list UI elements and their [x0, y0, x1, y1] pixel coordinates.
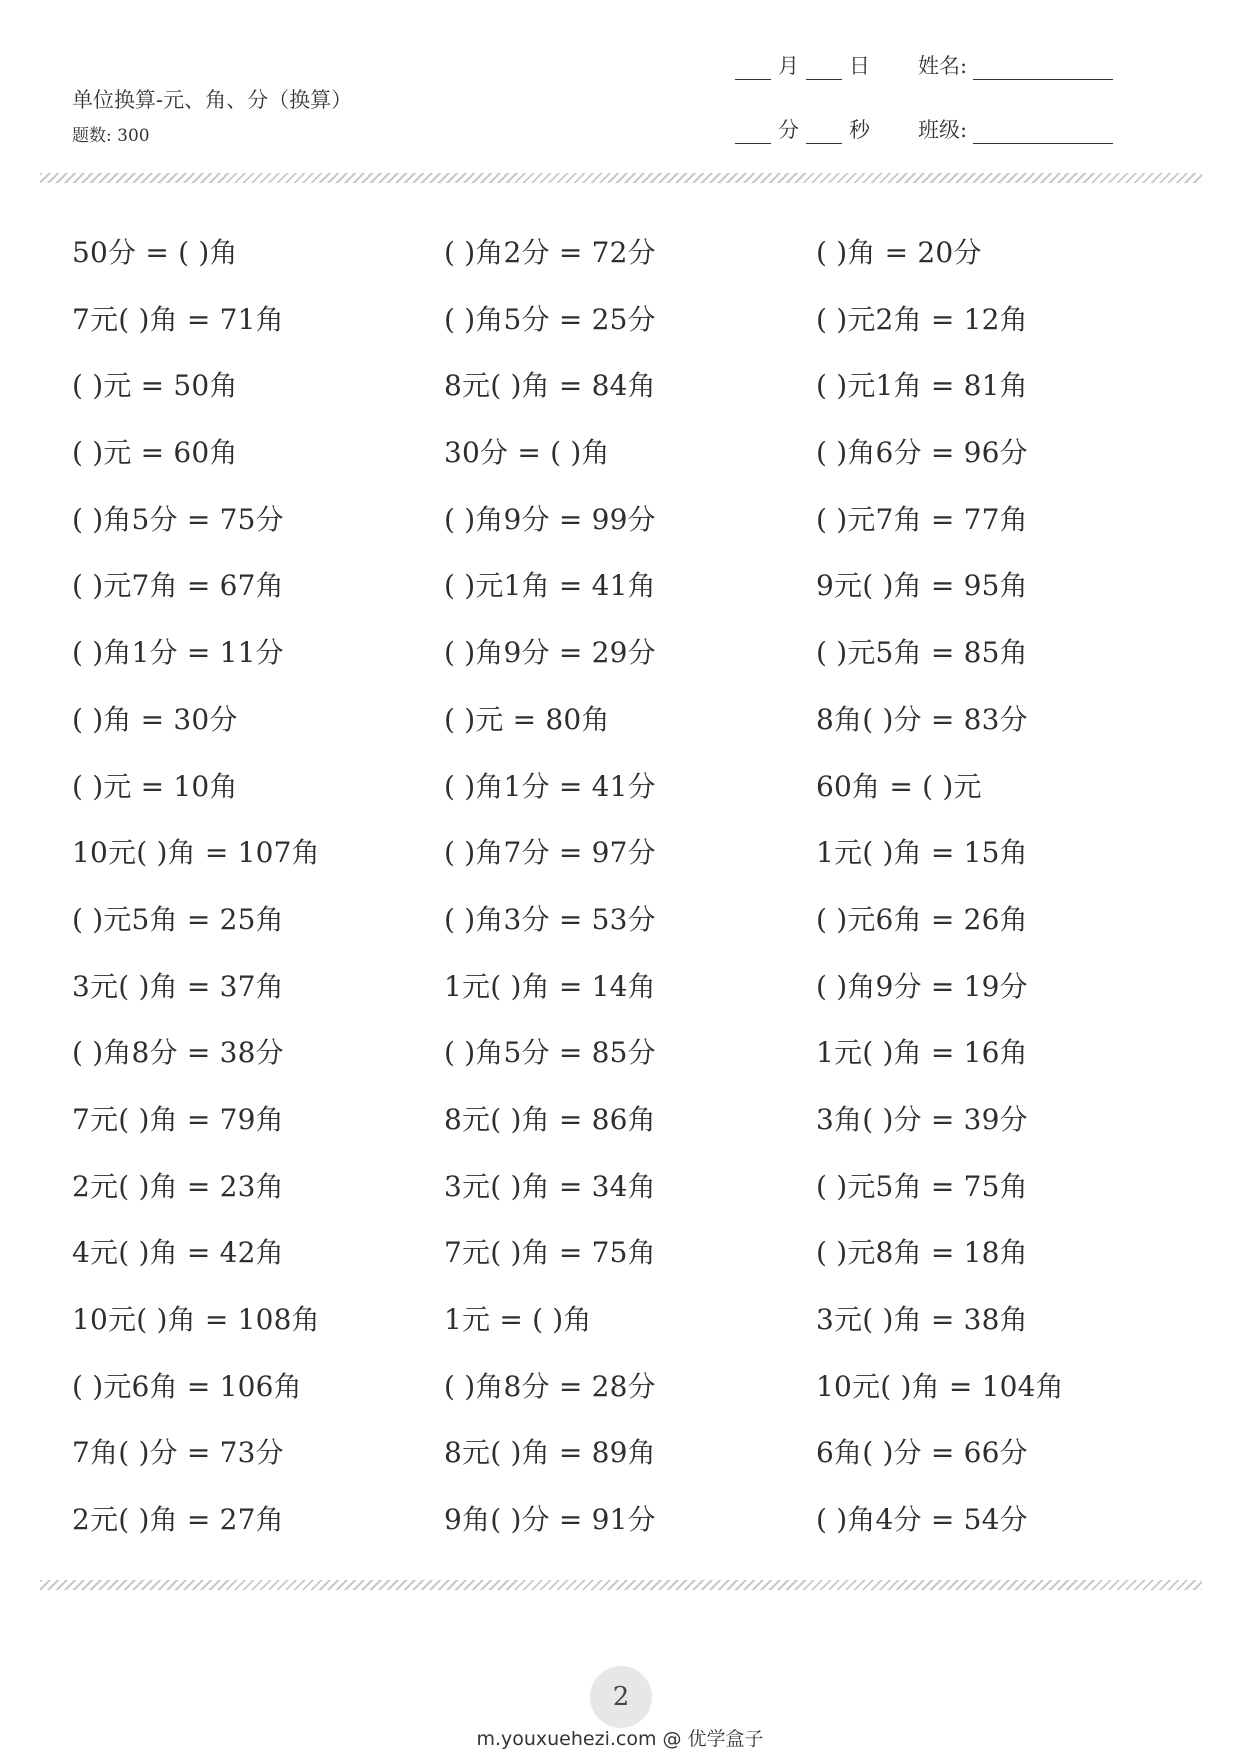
problem-item: ( )元8角 = 18角	[816, 1236, 1028, 1270]
problem-item: ( )元 = 10角	[72, 769, 238, 803]
problem-item: ( )元7角 = 77角	[816, 502, 1028, 536]
problem-grid	[72, 236, 1172, 1570]
problem-item: 8角( )分 = 83分	[816, 702, 1028, 736]
problem-item: ( )元5角 = 25角	[72, 902, 284, 936]
problem-item: ( )角8分 = 38分	[72, 1036, 284, 1070]
problem-item: ( )角9分 = 99分	[444, 502, 656, 536]
page-number-badge	[590, 1666, 652, 1728]
problem-item: ( )元 = 80角	[444, 702, 610, 736]
problem-item: 8元( )角 = 84角	[444, 369, 656, 403]
second-blank[interactable]	[806, 123, 842, 144]
problem-item: ( )角5分 = 25分	[444, 302, 656, 336]
problem-item: 60角 = ( )元	[816, 769, 982, 803]
problem-item: ( )角8分 = 28分	[444, 1369, 656, 1403]
problem-item: ( )元2角 = 12角	[816, 302, 1028, 336]
problem-item: 9角( )分 = 91分	[444, 1503, 656, 1537]
problem-item: ( )角9分 = 29分	[444, 636, 656, 670]
problem-item: ( )角9分 = 19分	[816, 969, 1028, 1003]
problem-item: 3元( )角 = 38角	[816, 1303, 1028, 1336]
problem-item: ( )角6分 = 96分	[816, 436, 1028, 470]
problem-item: ( )元1角 = 81角	[816, 369, 1028, 403]
problem-item: 8元( )角 = 89角	[444, 1436, 656, 1470]
problem-item: 1元( )角 = 16角	[816, 1036, 1028, 1070]
problem-item: ( )角1分 = 11分	[72, 636, 284, 670]
problem-item: ( )角1分 = 41分	[444, 769, 656, 803]
problem-item: 6角( )分 = 66分	[816, 1436, 1028, 1470]
problem-item: 3角( )分 = 39分	[816, 1102, 1028, 1136]
problem-item: ( )元 = 60角	[72, 436, 238, 470]
problem-item: 10元( )角 = 107角	[72, 836, 320, 870]
problem-item: 2元( )角 = 27角	[72, 1503, 284, 1537]
problem-item: 7元( )角 = 75角	[444, 1236, 656, 1270]
problem-item: 3元( )角 = 37角	[72, 969, 284, 1003]
bottom-divider	[40, 1580, 1202, 1590]
problem-item: ( )角3分 = 53分	[444, 902, 656, 936]
problem-item: ( )角4分 = 54分	[816, 1503, 1028, 1537]
problem-item: 7角( )分 = 73分	[72, 1436, 284, 1470]
problem-item: ( )角 = 20分	[816, 236, 982, 269]
problem-item: ( )角5分 = 85分	[444, 1036, 656, 1070]
day-blank[interactable]	[806, 59, 842, 80]
problem-item: ( )角5分 = 75分	[72, 502, 284, 536]
problem-item: ( )元5角 = 85角	[816, 636, 1028, 670]
problem-count: 题数: 300	[72, 126, 150, 146]
problem-item: ( )元 = 50角	[72, 369, 238, 403]
problem-item: ( )角2分 = 72分	[444, 236, 656, 269]
problem-item: ( )元6角 = 106角	[72, 1369, 302, 1403]
class-label: 班级:	[918, 118, 968, 142]
name-blank[interactable]	[973, 59, 1113, 80]
problem-item: 9元( )角 = 95角	[816, 569, 1028, 603]
problem-item: 8元( )角 = 86角	[444, 1102, 656, 1136]
problem-item: 3元( )角 = 34角	[444, 1169, 656, 1203]
page-number: 2	[612, 1682, 630, 1712]
problem-item: 30分 = ( )角	[444, 436, 610, 470]
minute-label: 分	[778, 118, 799, 142]
minute-blank[interactable]	[735, 123, 771, 144]
problem-item: 7元( )角 = 79角	[72, 1102, 284, 1136]
problem-item: 7元( )角 = 71角	[72, 302, 284, 336]
footer-brand: m.youxuehezi.com @ 优学盒子	[476, 1728, 764, 1750]
problem-item: ( )元6角 = 26角	[816, 902, 1028, 936]
problem-item: 2元( )角 = 23角	[72, 1169, 284, 1203]
worksheet-title: 单位换算-元、角、分（换算）	[72, 88, 353, 112]
problem-item: 1元 = ( )角	[444, 1303, 592, 1336]
problem-item: 4元( )角 = 42角	[72, 1236, 284, 1270]
date-name-row	[728, 50, 1120, 80]
problem-item: ( )角7分 = 97分	[444, 836, 656, 870]
problem-item: ( )元5角 = 75角	[816, 1169, 1028, 1203]
problem-item: ( )角 = 30分	[72, 702, 238, 736]
problem-item: 1元( )角 = 15角	[816, 836, 1028, 870]
problem-item: 10元( )角 = 104角	[816, 1369, 1064, 1403]
month-label: 月	[778, 54, 799, 78]
problem-item: ( )元1角 = 41角	[444, 569, 656, 603]
name-label: 姓名:	[918, 54, 968, 78]
day-label: 日	[849, 54, 870, 78]
problem-item: 1元( )角 = 14角	[444, 969, 656, 1003]
problem-item: 50分 = ( )角	[72, 236, 238, 269]
top-divider	[40, 173, 1202, 183]
problem-item: 10元( )角 = 108角	[72, 1303, 320, 1336]
month-blank[interactable]	[735, 59, 771, 80]
class-blank[interactable]	[973, 123, 1113, 144]
time-class-row	[728, 114, 1120, 144]
problem-item: ( )元7角 = 67角	[72, 569, 284, 603]
second-label: 秒	[849, 118, 870, 142]
